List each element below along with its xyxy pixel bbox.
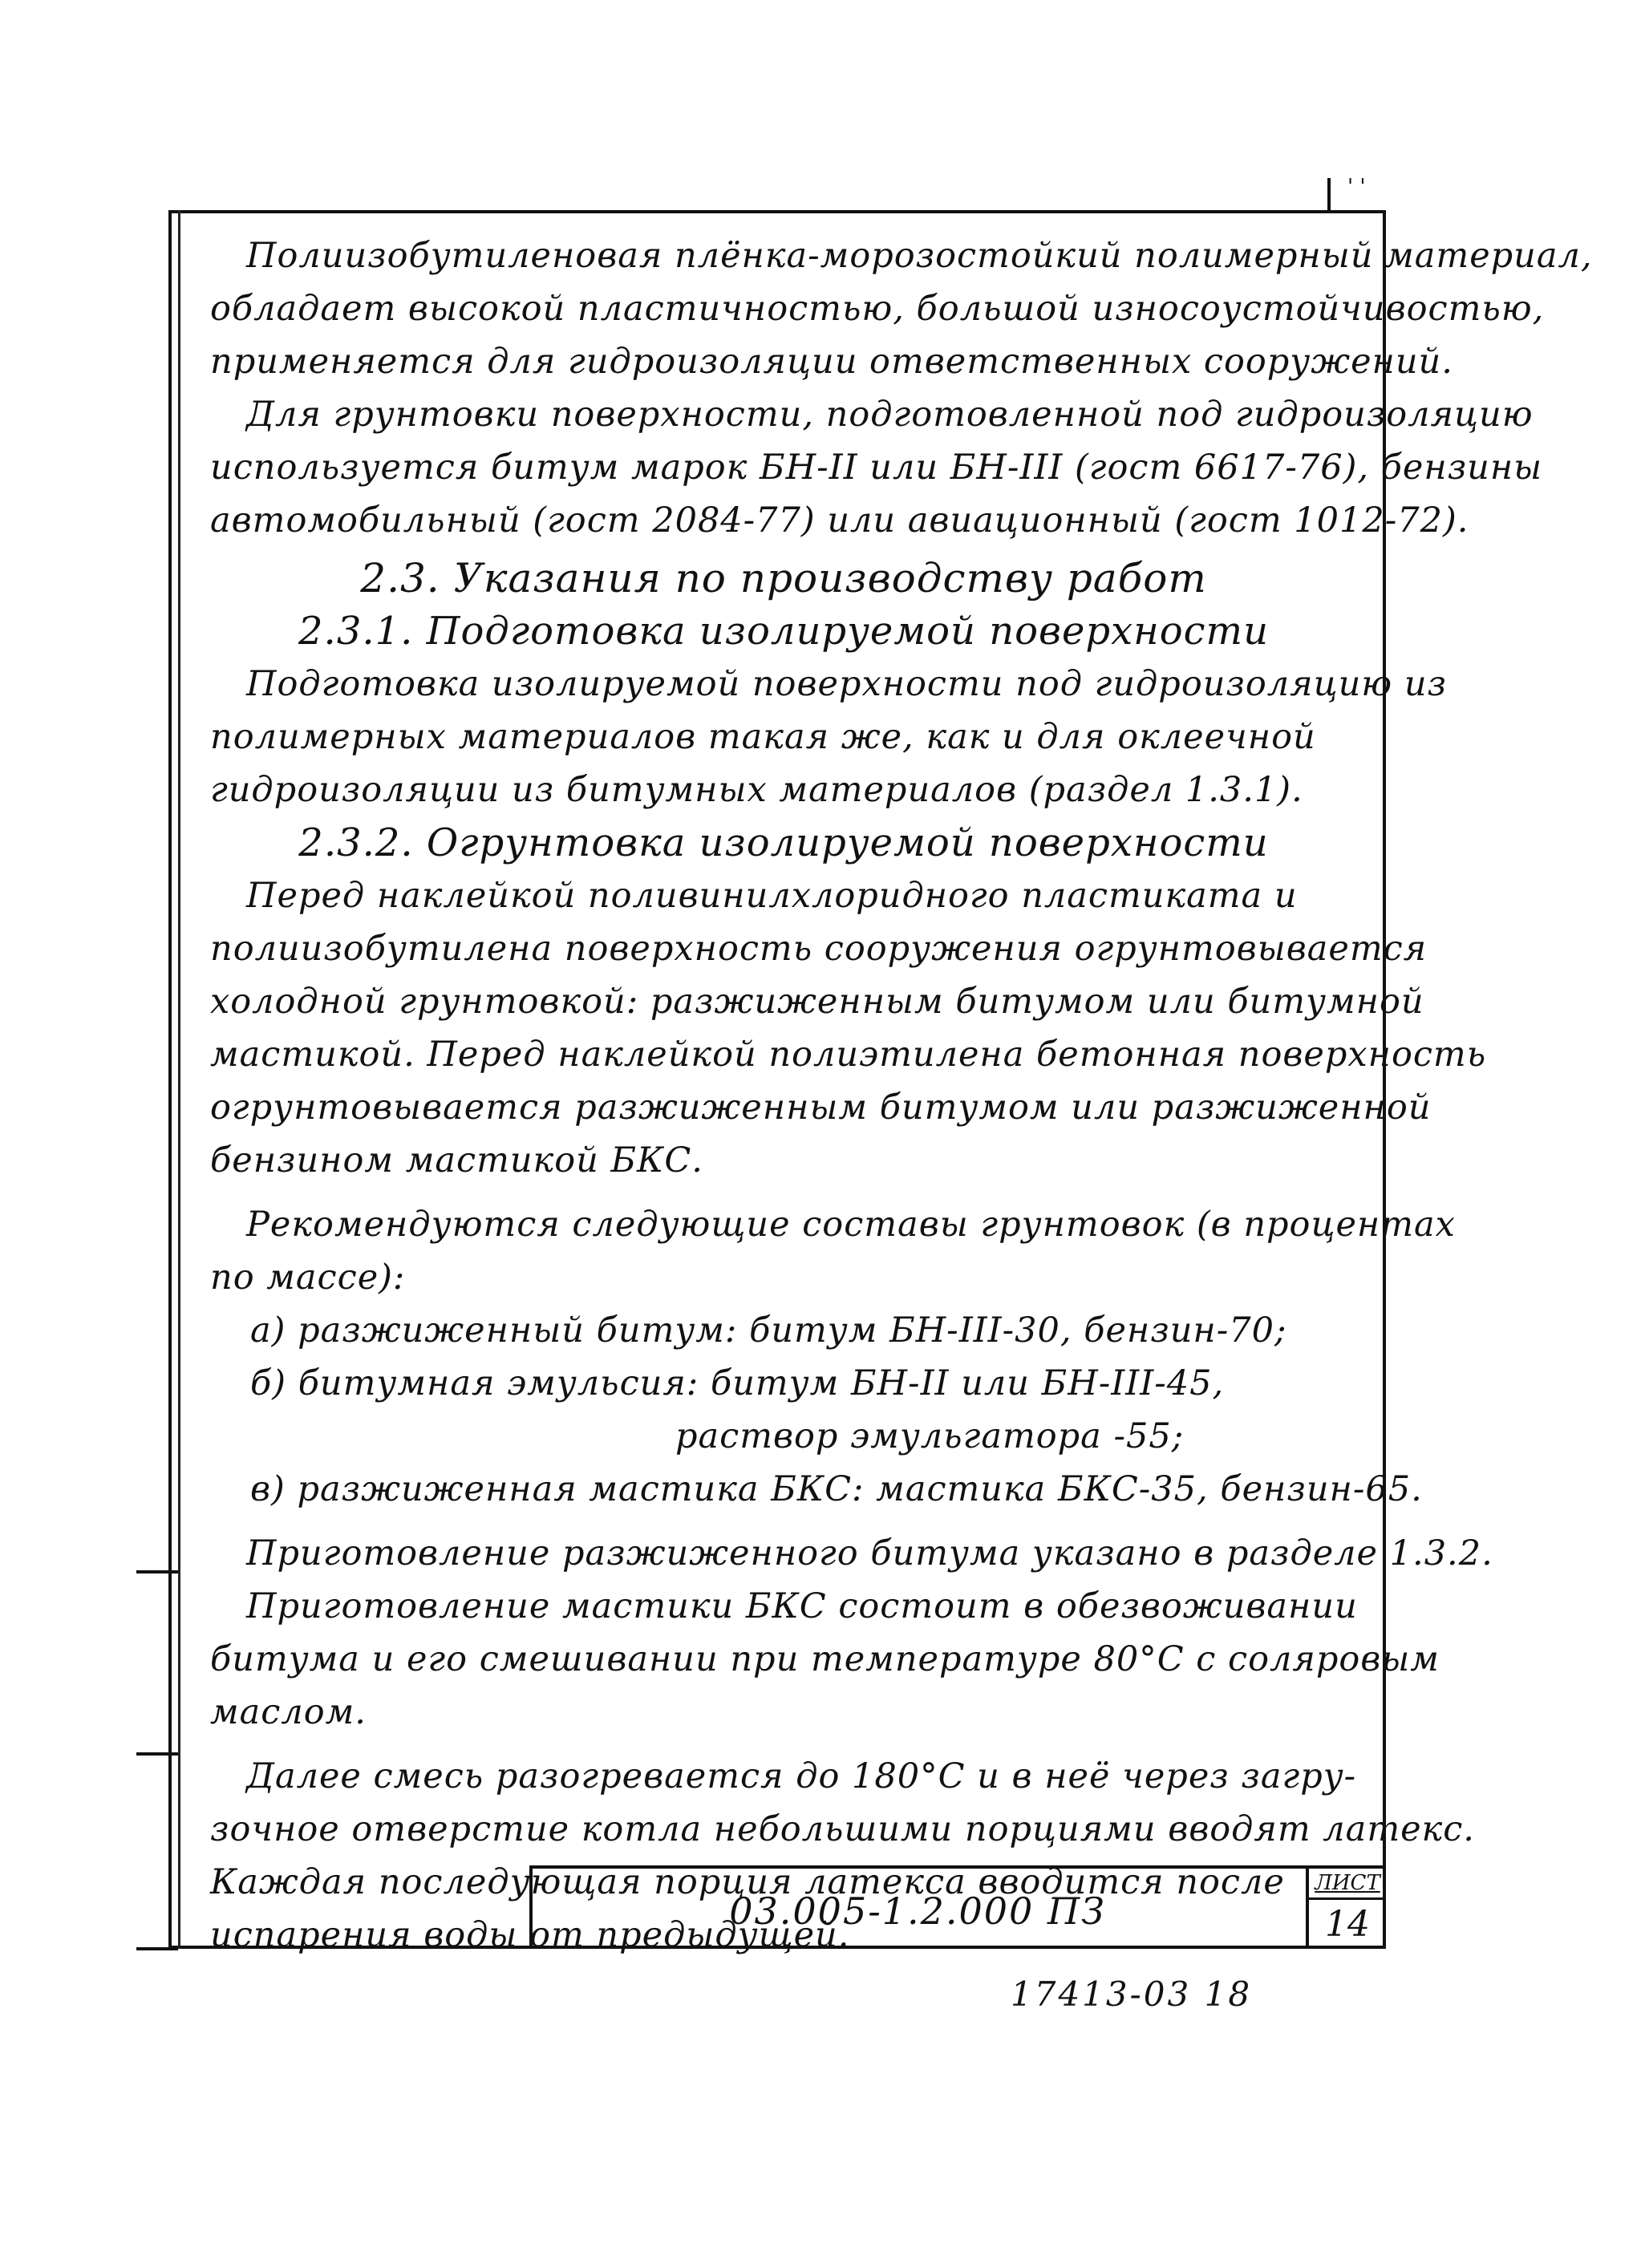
- text-line: используется битум марок БН-II или БН-III (гост 6617-76), бензины: [210, 448, 1543, 488]
- text-line: применяется для гидроизоляции ответственных сооружений.: [210, 342, 1453, 382]
- margin-tick: [136, 1752, 178, 1756]
- list-item: в) разжиженная мастика БКС: мастика БКС-35, бензин-65.: [250, 1469, 1423, 1509]
- text-line: маслом.: [210, 1692, 367, 1732]
- text-line: мастикой. Перед наклейкой полиэтилена бетонная поверхность: [210, 1035, 1487, 1075]
- text-line: Перед наклейкой поливинилхлоридного пластиката и: [246, 876, 1298, 916]
- text-line: Приготовление разжиженного битума указано в разделе 1.3.2.: [246, 1533, 1493, 1573]
- text-line: холодной грунтовкой: разжиженным битумом или битумной: [210, 982, 1424, 1022]
- text-line: по массе):: [210, 1258, 406, 1298]
- list-item: а) разжиженный битум: битум БН-III-30, бензин-70;: [250, 1310, 1287, 1351]
- sheet-label: ЛИСТ: [1309, 1869, 1386, 1900]
- text-line: полимерных материалов такая же, как и для оклеечной: [210, 717, 1316, 757]
- top-mark: [1327, 178, 1331, 210]
- text-line: Приготовление мастики БКС состоит в обезвоживании: [246, 1586, 1358, 1626]
- text-line: битума и его смешивании при температуре 80°С с соляровым: [210, 1639, 1440, 1679]
- text-line: Полиизобутиленовая плёнка-морозостойкий полимерный материал,: [246, 236, 1593, 276]
- margin-tick: [136, 1570, 178, 1573]
- text-line: огрунтовывается разжиженным битумом или разжиженной: [210, 1087, 1432, 1128]
- text-line: бензином мастикой БКС.: [210, 1140, 703, 1181]
- top-dots: ' ': [1347, 175, 1366, 199]
- list-item-continuation: раствор эмульгатора -55;: [675, 1416, 1185, 1456]
- text-line: Подготовка изолируемой поверхности под гидроизоляцию из: [246, 664, 1447, 704]
- text-line: зочное отверстие котла небольшими порциями вводят латекс.: [210, 1809, 1475, 1849]
- margin-tick: [136, 1947, 178, 1950]
- document-body: [210, 229, 1593, 1962]
- title-block: [529, 1865, 1386, 1949]
- archive-number: 17413-03 18: [1011, 1974, 1253, 2014]
- text-line: Рекомендуются следующие составы грунтовок (в процентах: [246, 1205, 1456, 1245]
- subsection-heading: 2.3.1. Подготовка изолируемой поверхности: [298, 609, 1269, 654]
- sheet-cell: [1306, 1869, 1386, 1949]
- text-line: Каждая последующая порция латекса вводится после: [210, 1862, 1285, 1902]
- text-line: полиизобутилена поверхность сооружения огрунтовывается: [210, 929, 1428, 969]
- subsection-heading: 2.3.2. Огрунтовка изолируемой поверхности: [298, 820, 1269, 865]
- text-line: гидроизоляции из битумных материалов (раздел 1.3.1).: [210, 770, 1303, 810]
- text-line: автомобильный (гост 2084-77) или авиационный (гост 1012-72).: [210, 500, 1469, 541]
- text-line: испарения воды от предыдущей.: [210, 1915, 850, 1955]
- text-line: обладает высокой пластичностью, большой износоустойчивостью,: [210, 289, 1545, 329]
- text-line: Для грунтовки поверхности, подготовленной под гидроизоляцию: [246, 395, 1534, 435]
- frame-inner-line: [178, 210, 180, 1949]
- section-heading: 2.3. Указания по производству работ: [360, 555, 1207, 601]
- document-code: 03.005-1.2.000 ПЗ: [729, 1889, 1106, 1933]
- text-line: Далее смесь разогревается до 180°С и в неё через загру-: [246, 1756, 1357, 1796]
- list-item: б) битумная эмульсия: битум БН-II или БН-III-45,: [250, 1363, 1225, 1403]
- sheet-number: 14: [1325, 1904, 1370, 1945]
